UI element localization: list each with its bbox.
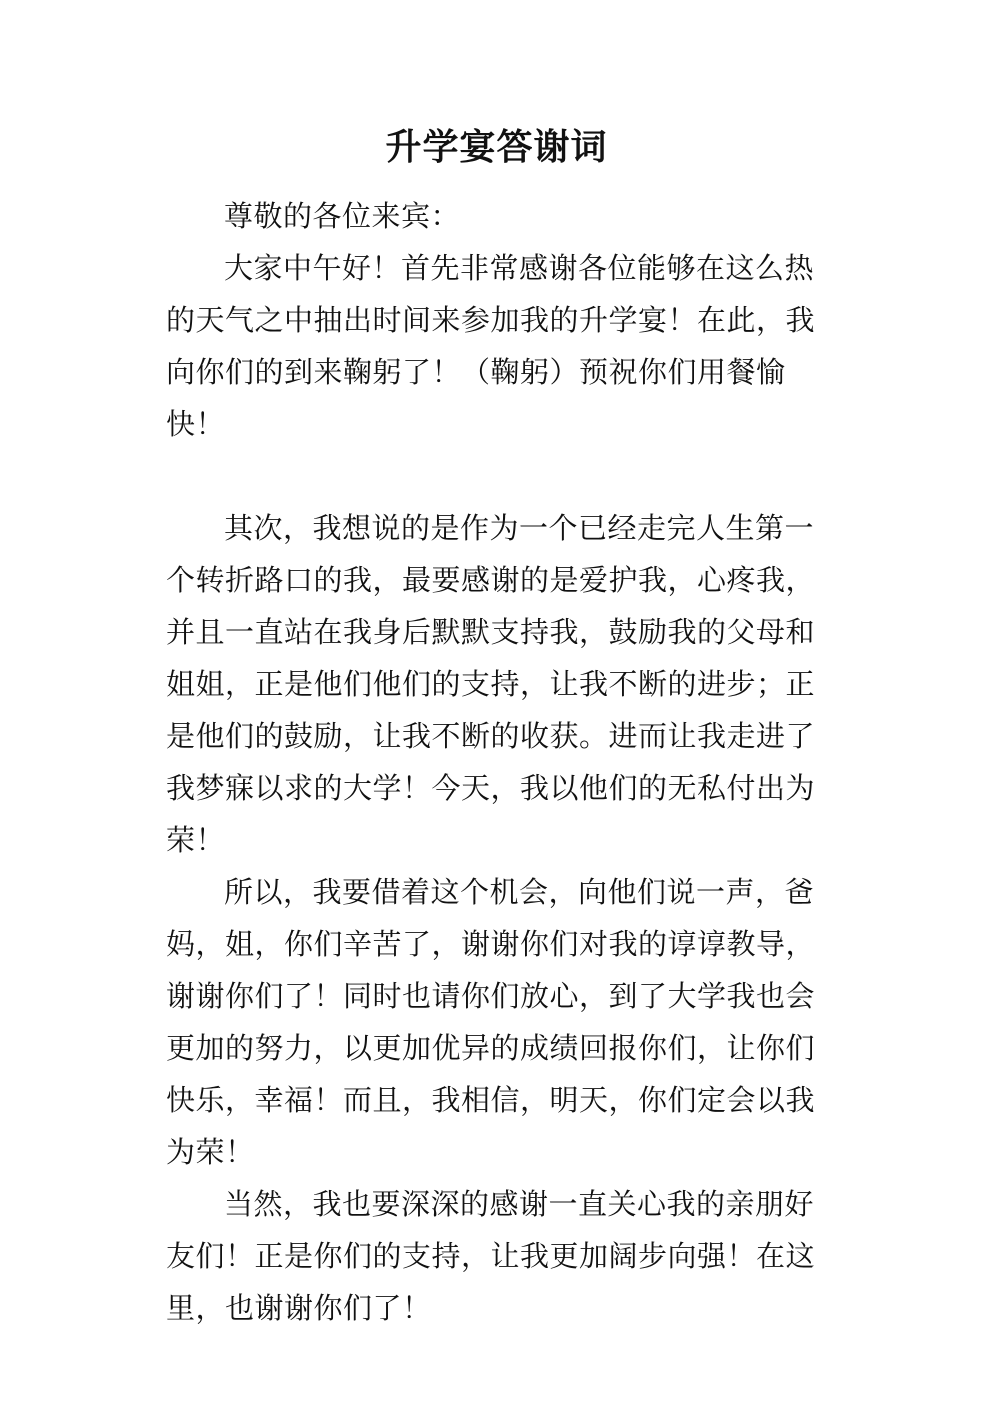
- paragraph-thanks-friends: 当然，我也要深深的感谢一直关心我的亲朋好友们！正是你们的支持，让我更加阔步向强！在这里，也谢谢你们了！: [166, 1187, 816, 1325]
- paragraph-message-parents: 所以，我要借着这个机会，向他们说一声，爸妈，姐，你们辛苦了，谢谢你们对我的谆谆教导，谢谢你们了！同时也请你们放心，到了大学我也会更加的努力，以更加优异的成绩回报你们，让你们快乐，幸福！而且，我相信，明天，你们定会以我为荣！: [166, 875, 816, 1169]
- paragraph-greeting: 大家中午好！首先非常感谢各位能够在这么热的天气之中抽出时间来参加我的升学宴！在此，我向你们的到来鞠躬了！（鞠躬）预祝你们用餐愉快！: [166, 251, 816, 441]
- paragraph-thanks-family: 其次，我想说的是作为一个已经走完人生第一个转折路口的我，最要感谢的是爱护我，心疼我，并且一直站在我身后默默支持我，鼓励我的父母和姐姐，正是他们他们的支持，让我不断的进步；正是他们的鼓励，让我不断的收获。进而让我走进了我梦寐以求的大学！今天，我以他们的无私付出为荣！: [166, 511, 816, 857]
- paragraph-spacer: [166, 450, 826, 502]
- document-title: 升学宴答谢词: [385, 127, 608, 168]
- salutation: 尊敬的各位来宾：: [224, 199, 461, 233]
- document-body: [166, 190, 826, 1334]
